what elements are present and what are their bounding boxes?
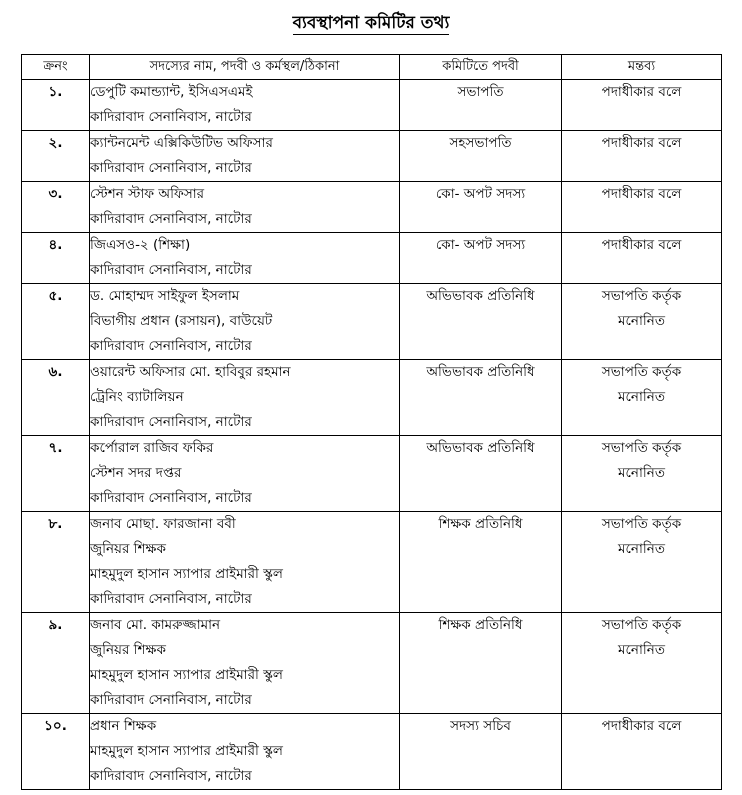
member-line: স্টেশন সদর দপ্তর [90,465,182,481]
page-title-text: ব্যবস্থাপনা কমিটির তথ্য [292,13,450,33]
position-cell [400,80,562,131]
member-line: জুনিয়র শিক্ষক [90,541,166,557]
header-row [22,55,722,80]
member-line: ট্রেনিং ব্যাটালিয়ন [90,389,184,405]
member-line: জিএসও-২ (শিক্ষা) [90,237,191,253]
member-line: স্টেশন স্টাফ অফিসার [90,186,205,202]
member-line: কাদিরাবাদ সেনানিবাস, নাটোর [90,109,252,125]
member-cell [90,182,400,233]
position-line: কো- অপট সদস্য [435,237,526,253]
member-line: কাদিরাবাদ সেনানিবাস, নাটোর [90,692,252,708]
member-cell [90,512,400,613]
remark-cell [562,284,722,360]
position-line: শিক্ষক প্রতিনিধি [438,516,523,532]
member-line: জনাব মোছা. ফারজানা ববী [90,516,236,532]
serial-cell: ৬. [22,360,90,436]
remark-line: পদাধীকার বলে [601,186,682,202]
member-cell [90,233,400,284]
remark-cell [562,512,722,613]
member-line: কাদিরাবাদ সেনানিবাস, নাটোর [90,160,252,176]
remark-cell [562,80,722,131]
member-line: জুনিয়র শিক্ষক [90,642,166,658]
member-line: বিভাগীয় প্রধান (রসায়ন), বাউয়েট [90,313,273,329]
remark-cell [562,182,722,233]
position-line: সদস্য সচিব [450,718,511,734]
remark-line: সভাপতি কর্তৃক [601,364,682,380]
position-cell [400,131,562,182]
table-header [22,55,722,80]
member-line: কাদিরাবাদ সেনানিবাস, নাটোর [90,262,252,278]
remark-line: সভাপতি কর্তৃক [601,516,682,532]
serial-cell: ১০. [22,714,90,790]
position-line: অভিভাবক প্রতিনিধি [426,364,535,380]
remark-line: মনোনিত [618,541,665,557]
member-line: কাদিরাবাদ সেনানিবাস, নাটোর [90,338,252,354]
position-line: শিক্ষক প্রতিনিধি [438,617,523,633]
member-line: কাদিরাবাদ সেনানিবাস, নাটোর [90,414,252,430]
member-line: ড. মোহাম্মদ সাইফুল ইসলাম [90,288,240,304]
table-row [22,80,722,131]
position-line: কো- অপট সদস্য [435,186,526,202]
remark-cell [562,714,722,790]
remark-line: মনোনিত [618,465,665,481]
remark-line: মনোনিত [618,389,665,405]
serial-cell: ১. [22,80,90,131]
table-row [22,613,722,714]
table-row [22,512,722,613]
member-cell [90,436,400,512]
position-cell [400,512,562,613]
header-position: কমিটিতে পদবী [400,55,562,80]
member-line: কর্পোরাল রাজিব ফকির [90,440,214,456]
member-line: মাহমুদুল হাসান স্যাপার প্রাইমারী স্কুল [90,566,283,582]
table-row [22,233,722,284]
position-line: অভিভাবক প্রতিনিধি [426,288,535,304]
member-line: ডেপুটি কমান্ড্যান্ট, ইসিএসএমই [90,84,253,100]
member-line: জনাব মো. কামরুজ্জামান [90,617,221,633]
remark-line: সভাপতি কর্তৃক [601,288,682,304]
serial-cell: ৭. [22,436,90,512]
member-line: ক্যান্টনমেন্ট এক্সিকিউটিভ অফিসার [90,135,273,151]
serial-cell: ৮. [22,512,90,613]
position-cell [400,436,562,512]
position-cell [400,714,562,790]
position-cell [400,233,562,284]
member-line: কাদিরাবাদ সেনানিবাস, নাটোর [90,768,252,784]
position-line: সভাপতি [457,84,504,100]
member-cell [90,714,400,790]
member-line: কাদিরাবাদ সেনানিবাস, নাটোর [90,490,252,506]
member-cell [90,131,400,182]
member-line: কাদিরাবাদ সেনানিবাস, নাটোর [90,211,252,227]
committee-table [21,54,722,790]
member-line: কাদিরাবাদ সেনানিবাস, নাটোর [90,591,252,607]
serial-cell: ৪. [22,233,90,284]
table-row [22,714,722,790]
position-cell [400,360,562,436]
member-line: মাহমুদুল হাসান স্যাপার প্রাইমারী স্কুল [90,743,283,759]
header-member: সদস্যের নাম, পদবী ও কর্মস্থল/ঠিকানা [90,55,400,80]
member-cell [90,613,400,714]
remark-cell [562,613,722,714]
position-line: সহসভাপতি [449,135,512,151]
serial-cell: ৯. [22,613,90,714]
remark-line: পদাধীকার বলে [601,84,682,100]
remark-line: মনোনিত [618,642,665,658]
serial-cell: ২. [22,131,90,182]
member-cell [90,284,400,360]
member-cell [90,80,400,131]
remark-line: পদাধীকার বলে [601,718,682,734]
remark-cell [562,131,722,182]
table-row [22,360,722,436]
member-line: ওয়ারেন্ট অফিসার মো. হাবিবুর রহমান [90,364,291,380]
position-cell [400,284,562,360]
member-cell [90,360,400,436]
page-title [0,10,742,36]
position-line: অভিভাবক প্রতিনিধি [426,440,535,456]
table-body [22,80,722,790]
remark-line: পদাধীকার বলে [601,237,682,253]
serial-cell: ৩. [22,182,90,233]
remark-cell [562,360,722,436]
remark-line: সভাপতি কর্তৃক [601,440,682,456]
remark-cell [562,436,722,512]
member-line: প্রধান শিক্ষক [90,718,157,734]
header-remark: মন্তব্য [562,55,722,80]
table-row [22,284,722,360]
header-serial: ক্রনং [22,55,90,80]
serial-cell: ৫. [22,284,90,360]
position-cell [400,613,562,714]
remark-line: মনোনিত [618,313,665,329]
remark-line: পদাধীকার বলে [601,135,682,151]
table-row [22,182,722,233]
table-row [22,436,722,512]
table-row [22,131,722,182]
remark-line: সভাপতি কর্তৃক [601,617,682,633]
member-line: মাহমুদুল হাসান স্যাপার প্রাইমারী স্কুল [90,667,283,683]
position-cell [400,182,562,233]
remark-cell [562,233,722,284]
